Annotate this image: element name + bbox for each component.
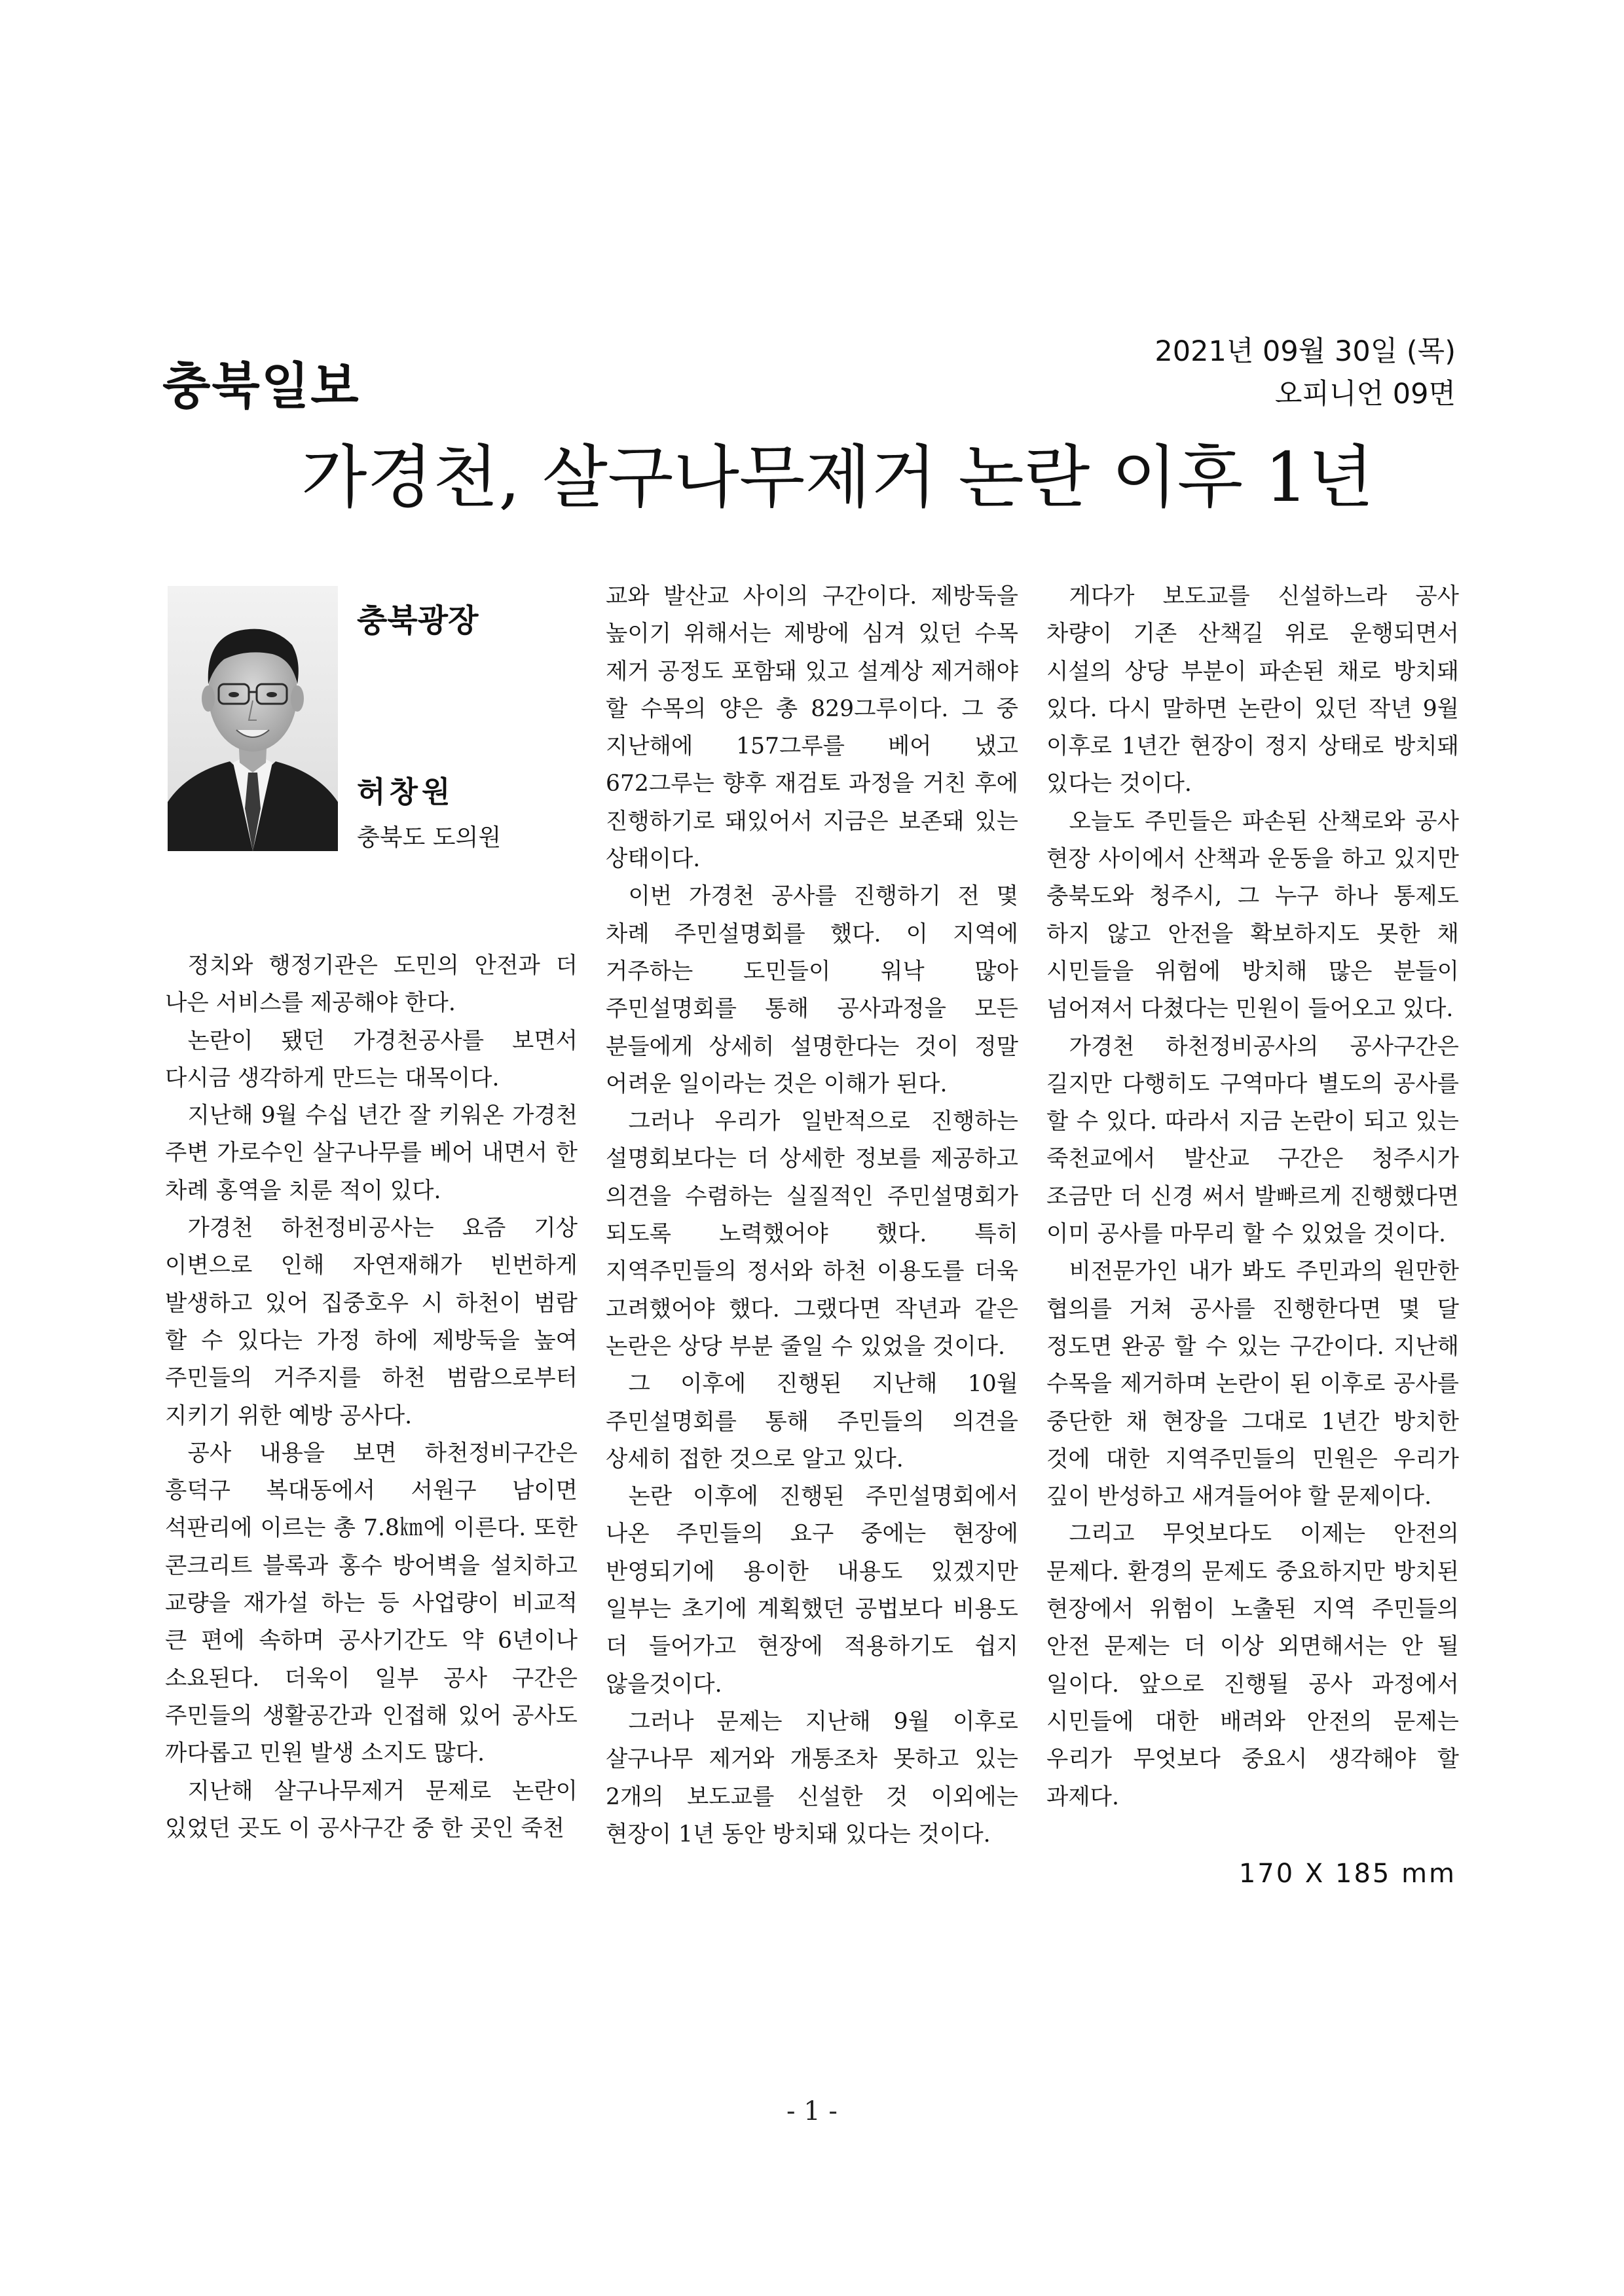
column-name: 충북광장 (357, 602, 479, 639)
paragraph: 정치와 행정기관은 도민의 안전과 더 나은 서비스를 제공해야 한다. (165, 953, 578, 1017)
paragraph: 비전문가인 내가 봐도 주민과의 원만한 협의를 거쳐 공사를 진행한다면 몇 달 정도면 완공 할 수 있는 구간이다. 지난해 수목을 제거하며 논란이 된 이후로 공사를 중단한 채 현장을 그대로 1년간 방치한 것에 대한 지역주민들의 민원은 우리가 깊이 반성하고 새겨들어야 할 문제이다. (1046, 1258, 1459, 1510)
author-title: 충북도 도의원 (357, 824, 502, 851)
paragraph: 그러나 우리가 일반적으로 진행하는 설명회보다는 더 상세한 정보를 제공하고 의견을 수렴하는 실질적인 주민설명회가 되도록 노력했어야 했다. 특히 지역주민들의 정서와 하천 이용도를 더욱 고려했어야 했다. 그랬다면 작년과 같은 논란은 상당 부분 줄일 수 있었을 것이다. (606, 1108, 1018, 1360)
article-column-3 (1046, 578, 1459, 1816)
article-column-1 (165, 947, 578, 1848)
section-page: 오피니언 09면 (1274, 378, 1456, 410)
paragraph: 그 이후에 진행된 지난해 10월 주민설명회를 통해 주민들의 의견을 상세히 접한 것으로 알고 있다. (606, 1371, 1018, 1472)
clipping-size-note: 170 X 185 mm (1238, 1859, 1456, 1889)
paragraph: 오늘도 주민들은 파손된 산책로와 공사 현장 사이에서 산책과 운동을 하고 있지만 충북도와 청주시, 그 누구 하나 통제도 하지 않고 안전을 확보하지도 못한 채 시민들을 위험에 방치해 많은 분들이 넘어져서 다쳤다는 민원이 들어오고 있다. (1046, 808, 1459, 1023)
paragraph: 공사 내용을 보면 하천정비구간은 흥덕구 복대동에서 서원구 남이면 석판리에 이르는 총 7.8㎞에 이른다. 또한 콘크리트 블록과 홍수 방어벽을 설치하고 교량을 재가설 하는 등 사업량이 비교적 큰 편에 속하며 공사기간도 약 6년이나 소요된다. 더욱이 일부 공사 구간은 주민들의 생활공간과 인접해 있어 공사도 까다롭고 민원 발생 소지도 많다. (165, 1440, 578, 1767)
paragraph: 논란이 됐던 가경천공사를 보면서 다시금 생각하게 만드는 대목이다. (165, 1027, 578, 1091)
paragraph: 지난해 살구나무제거 문제로 논란이 있었던 곳도 이 공사구간 중 한 곳인 죽천 (165, 1777, 578, 1842)
paragraph: 가경천 하천정비공사의 공사구간은 길지만 다행히도 구역마다 별도의 공사를 할 수 있다. 따라서 지금 논란이 되고 있는 죽천교에서 발산교 구간은 청주시가 조금만 더 신경 써서 발빠르게 진행했다면 이미 공사를 마무리 할 수 있었을 것이다. (1046, 1033, 1459, 1248)
paragraph: 그러나 문제는 지난해 9월 이후로 살구나무 제거와 개통조차 못하고 있는 2개의 보도교를 신설한 것 이외에는 현장이 1년 동안 방치돼 있다는 것이다. (606, 1708, 1018, 1848)
author-name: 허창원 (357, 774, 454, 809)
article-column-2 (606, 578, 1018, 1853)
paragraph: 게다가 보도교를 신설하느라 공사 차량이 기존 산책길 위로 운행되면서 시설의 상당 부분이 파손된 채로 방치돼 있다. 다시 말하면 논란이 있던 작년 9월 이후로 1년간 현장이 정지 상태로 방치돼 있다는 것이다. (1046, 583, 1459, 797)
paragraph: 가경천 하천정비공사는 요즘 기상 이변으로 인해 자연재해가 빈번하게 발생하고 있어 집중호우 시 하천이 범람 할 수 있다는 가정 하에 제방둑을 높여 주민들의 거주지를 하천 범람으로부터 지키기 위한 예방 공사다. (165, 1215, 578, 1429)
paragraph: 그리고 무엇보다도 이제는 안전의 문제다. 환경의 문제도 중요하지만 방치된 현장에서 위험이 노출된 지역 주민들의 안전 문제는 더 이상 외면해서는 안 될 일이다. 앞으로 진행될 공사 과정에서 시민들에 대한 배려와 안전의 문제는 우리가 무엇보다 중요시 생각해야 할 과제다. (1046, 1521, 1459, 1810)
paragraph: 지난해 9월 수십 년간 잘 키워온 가경천 주변 가로수인 살구나무를 베어 내면서 한 차례 홍역을 치룬 적이 있다. (165, 1102, 578, 1204)
publication-date: 2021년 09월 30일 (목) (1154, 335, 1456, 368)
article-headline: 가경천, 살구나무제거 논란 이후 1년 (301, 437, 1374, 517)
paragraph: 교와 발산교 사이의 구간이다. 제방둑을 높이기 위해서는 제방에 심겨 있던 수목 제거 공정도 포함돼 있고 설계상 제거해야 할 수목의 양은 총 829그루이다. 그 중 지난해에 157그루를 베어 냈고 672그루는 향후 재검토 과정을 거친 후에 진행하기로 돼있어서 지금은 보존돼 있는 상태이다. (606, 583, 1018, 873)
author-portrait (168, 586, 338, 851)
paragraph: 이번 가경천 공사를 진행하기 전 몇 차례 주민설명회를 했다. 이 지역에 거주하는 도민들이 워낙 많아 주민설명회를 통해 공사과정을 모든 분들에게 상세히 설명한다는 것이 정말 어려운 일이라는 것은 이해가 된다. (606, 883, 1018, 1097)
page-number: - 1 - (786, 2096, 838, 2126)
paragraph: 논란 이후에 진행된 주민설명회에서 나온 주민들의 요구 중에는 현장에 반영되기에 용이한 내용도 있겠지만 일부는 초기에 계획했던 공법보다 비용도 더 들어가고 현장에 적용하기도 쉽지 않을것이다. (606, 1484, 1018, 1698)
newspaper-masthead: 충북일보 (162, 357, 360, 415)
